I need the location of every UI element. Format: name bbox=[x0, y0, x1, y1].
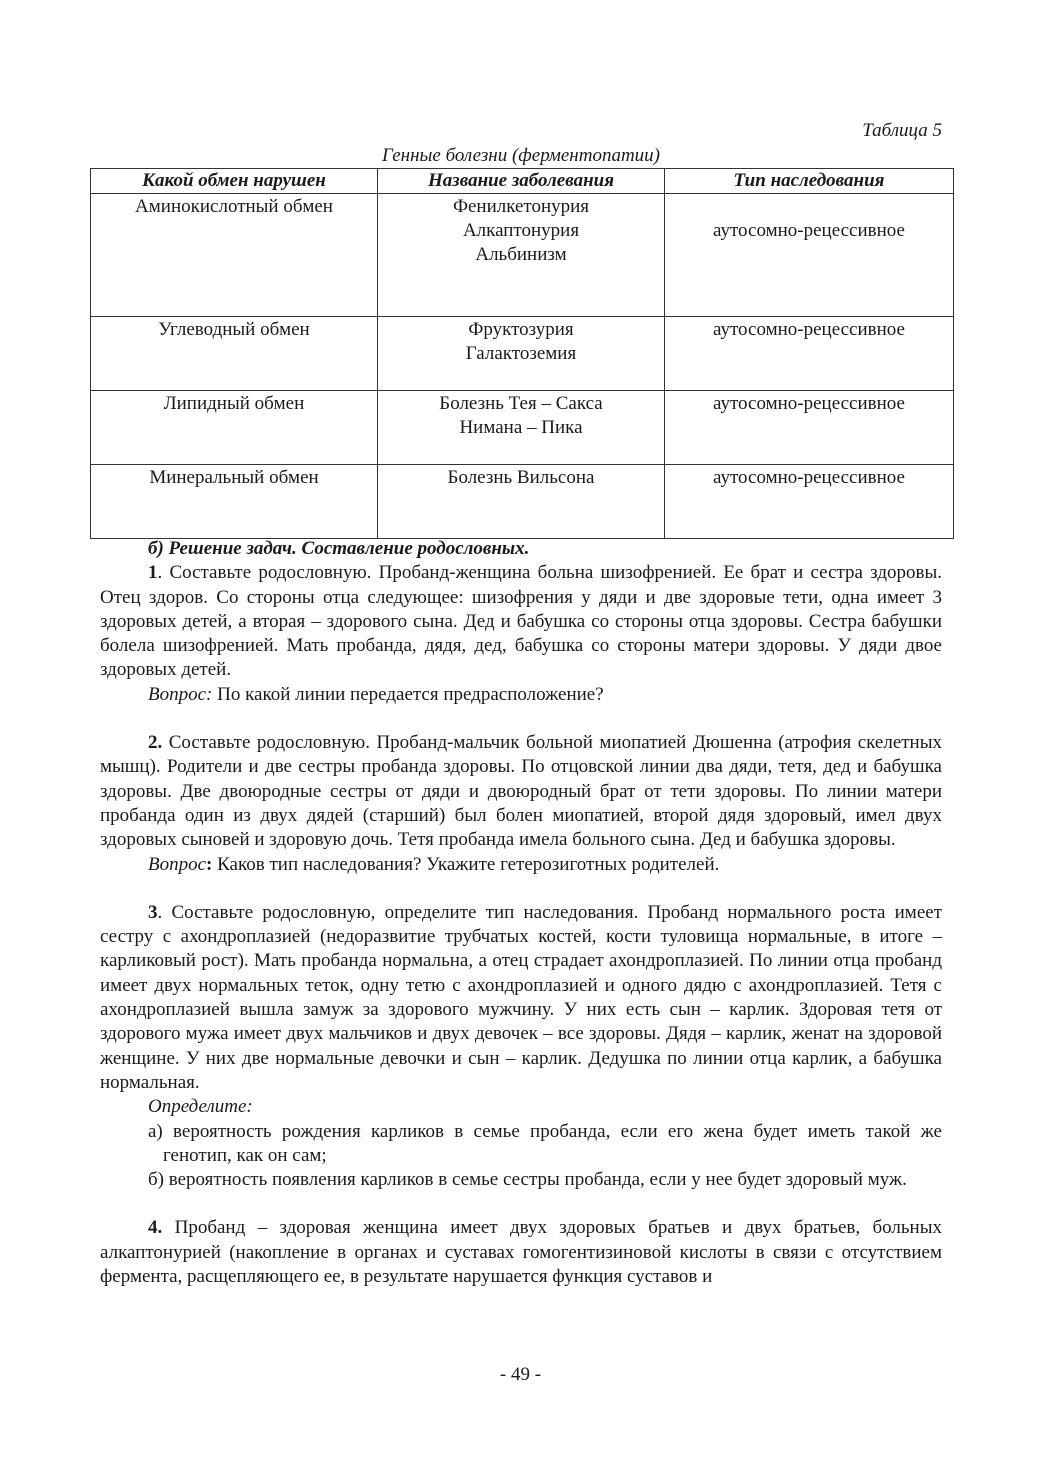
spacer bbox=[100, 1192, 942, 1216]
task-number: 1 bbox=[148, 562, 158, 584]
metabolism-type-cell: Липидный обмен bbox=[91, 391, 378, 465]
disease-cell bbox=[378, 465, 665, 539]
enzymopathy-table bbox=[90, 168, 954, 539]
task-number: 4. bbox=[148, 1217, 163, 1239]
task-text: . Составьте родословную. Пробанд-женщина больна шизофренией. Ее брат и сестра здоровы. Отец здоров. Со стороны отца следующее: шизофрения у дяди и две здоровые тети, одна имеет 3 здоровых детей, а вторая – здорового сына. Дед и бабушка со стороны отца здоровы. Сестра бабушки болела шизофренией. Мать пробанда, дядя, дед, бабушка со стороны матери здоровы. У дяди двое здоровых детей. bbox=[100, 562, 942, 681]
task-3-paragraph bbox=[100, 901, 942, 1095]
metabolism-type-cell: Аминокислотный обмен bbox=[91, 194, 378, 317]
define-label: Определите: bbox=[148, 1096, 253, 1118]
question-colon: : bbox=[206, 853, 213, 875]
task-2-question bbox=[148, 853, 942, 877]
question-text: Каков тип наследования? Укажите гетерозиготных родителей. bbox=[212, 853, 720, 875]
disease-cell bbox=[378, 317, 665, 391]
task-2-paragraph bbox=[100, 731, 942, 852]
table-caption: Генные болезни (ферментопатии) bbox=[382, 145, 660, 166]
table-row bbox=[91, 194, 954, 317]
inheritance-cell: аутосомно-рецессивное bbox=[665, 194, 954, 317]
task-4-paragraph bbox=[100, 1216, 942, 1289]
task-1-question bbox=[148, 683, 942, 707]
metabolism-type-cell: Углеводный обмен bbox=[91, 317, 378, 391]
disease-name: Фруктозурия bbox=[468, 319, 574, 340]
disease-name: Галактоземия bbox=[465, 343, 577, 364]
disease-name: Болезнь Вильсона bbox=[447, 467, 595, 488]
inheritance-cell: аутосомно-рецессивное bbox=[665, 391, 954, 465]
task-number: 2. bbox=[148, 732, 163, 754]
table-header-row bbox=[91, 169, 954, 194]
task-1-paragraph bbox=[100, 561, 942, 682]
column-header: Тип наследования bbox=[665, 169, 954, 194]
disease-name: Фенилкетонурия bbox=[452, 196, 590, 217]
disease-name: Альбинизм bbox=[475, 244, 567, 265]
task-number: 3 bbox=[148, 901, 158, 923]
table-row bbox=[91, 391, 954, 465]
inheritance-cell: аутосомно-рецессивное bbox=[665, 465, 954, 539]
page-number: - 49 - bbox=[499, 1364, 542, 1385]
column-header: Какой обмен нарушен bbox=[91, 169, 378, 194]
list-item: б) вероятность появления карликов в семье сестры пробанда, если у нее будет здоровый муж. bbox=[148, 1169, 907, 1191]
table-row bbox=[91, 465, 954, 539]
body-text bbox=[100, 537, 942, 1289]
question-label: Вопрос: bbox=[148, 683, 213, 705]
list-item: а) вероятность рождения карликов в семье пробанда, если его жена будет иметь такой же генотип, как он сам; bbox=[148, 1120, 942, 1166]
question-text: По какой линии передается предрасположение? bbox=[212, 683, 604, 705]
disease-name: Нимана – Пика bbox=[459, 417, 583, 438]
metabolism-type-cell: Минеральный обмен bbox=[91, 465, 378, 539]
inheritance-cell: аутосомно-рецессивное bbox=[665, 317, 954, 391]
column-header: Название заболевания bbox=[378, 169, 665, 194]
question-label: Вопрос bbox=[148, 853, 207, 875]
disease-cell bbox=[378, 391, 665, 465]
spacer bbox=[100, 877, 942, 901]
disease-name: Алкаптонурия bbox=[462, 220, 580, 241]
section-heading: б) Решение задач. Составление родословных. bbox=[148, 538, 530, 559]
table-row bbox=[91, 317, 954, 391]
disease-cell bbox=[378, 194, 665, 317]
disease-name: Болезнь Тея – Сакса bbox=[439, 393, 603, 414]
task-text: Составьте родословную. Пробанд-мальчик больной миопатией Дюшенна (атрофия скелетных мышц). Родители и две сестры пробанда здоровы. По отцовской линии два дяди, тетя, дед и бабушка здоровы. Две двоюродные сестры от дяди и двоюродный брат от тети здоровы. По линии матери пробанда один из двух дядей (старший) был болен миопатией, второй дядя здоровый, имел двух здоровых сыновей и здоровую дочь. Тетя пробанда имела больного сына. Дед и бабушка здоровы. bbox=[100, 732, 942, 851]
task-text: . Составьте родословную, определите тип наследования. Пробанд нормального роста имеет сестру с ахондроплазией (недоразвитие трубчатых костей, кости туловища нормальные, в итоге – карликовый рост). Мать пробанда нормальна, а отец страдает ахондроплазией. По линии отца пробанд имеет двух нормальных теток, одну тетю с ахондроплазией и одного дядю с ахондроплазией. Тетя с ахондроплазией вышла замуж за здорового мужчину. У них есть сын – карлик. Здоровая тетя от здорового мужа имеет двух мальчиков и двух девочек – все здоровы. Дядя – карлик, женат на здоровой женщине. У них две нормальные девочки и сын – карлик. Дедушка по линии отца карлик, а бабушка нормальная. bbox=[100, 901, 942, 1093]
table-label: Таблица 5 bbox=[862, 120, 942, 141]
spacer bbox=[100, 707, 942, 731]
task-text: Пробанд – здоровая женщина имеет двух здоровых братьев и двух братьев, больных алкаптонурией (накопление в органах и суставах гомогентизиновой кислоты в связи с отсутствием фермента, расщепляющего ее, в результате нарушается функция суставов и bbox=[100, 1217, 942, 1288]
